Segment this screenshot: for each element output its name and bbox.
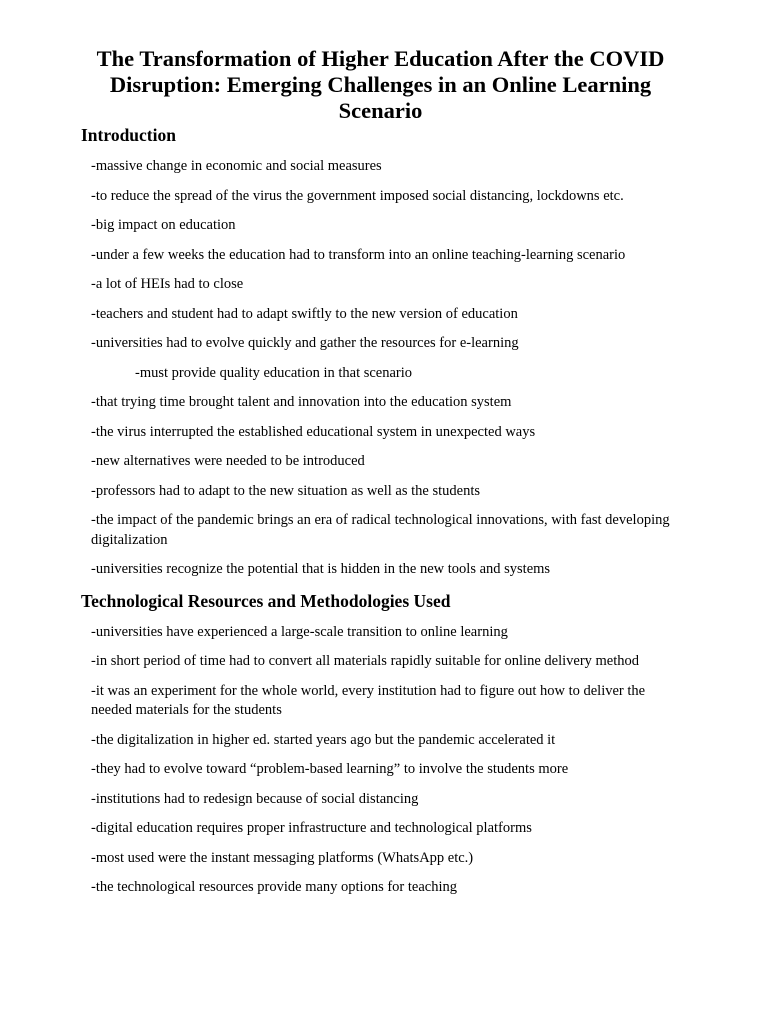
bullet-item: -digital education requires proper infrastructure and technological platforms xyxy=(91,820,532,836)
bullet-item: -to reduce the spread of the virus the government imposed social distancing, lockdowns etc. xyxy=(91,187,624,204)
bullet-item: -institutions had to redesign because of social distancing xyxy=(91,790,419,807)
bullet-item: -that trying time brought talent and innovation into the education system xyxy=(91,394,512,410)
bullet-item: -universities recognize the potential that is hidden in the new tools and systems xyxy=(91,561,551,577)
document-title: The Transformation of Higher Education After the COVID Disruption: Emerging Challenges in an Online Learning Scenario xyxy=(96,46,665,123)
bullet-item: -professors had to adapt to the new situation as well as the students xyxy=(91,482,481,499)
bullet-item: -universities had to evolve quickly and gather the resources for e-learning xyxy=(91,335,519,351)
bullet-item: -the technological resources provide many options for teaching xyxy=(91,879,458,895)
bullet-item: -teachers and student had to adapt swiftly to the new version of education xyxy=(91,305,518,322)
bullet-item: -they had to evolve toward “problem-based learning” to involve the students more xyxy=(91,761,569,777)
bullet-item: -it was an experiment for the whole world, every institution had to figure out how to deliver the needed materials for the students xyxy=(91,682,646,718)
bullet-item: -the impact of the pandemic brings an era of radical technological innovations, with fast developing digitalization xyxy=(91,512,670,548)
bullet-item: -the virus interrupted the established educational system in unexpected ways xyxy=(91,423,536,440)
bullet-item: -a lot of HEIs had to close xyxy=(91,276,244,292)
section-heading-technological-resources: Technological Resources and Methodologies Used xyxy=(81,590,451,611)
bullet-item: -under a few weeks the education had to transform into an online teaching-learning scenario xyxy=(91,246,626,263)
technology-bullet-list xyxy=(81,623,672,898)
bullet-item: -the digitalization in higher ed. started years ago but the pandemic accelerated it xyxy=(91,731,556,748)
bullet-item: -in short period of time had to convert all materials rapidly suitable for online delivery method xyxy=(91,653,640,669)
bullet-item: -universities have experienced a large-scale transition to online learning xyxy=(91,623,508,640)
bullet-item: -new alternatives were needed to be introduced xyxy=(91,453,365,469)
sub-bullet-item: -must provide quality education in that scenario xyxy=(135,364,413,381)
bullet-item: -massive change in economic and social measures xyxy=(91,158,382,174)
bullet-item: -big impact on education xyxy=(91,217,236,233)
bullet-item: -most used were the instant messaging platforms (WhatsApp etc.) xyxy=(91,849,474,866)
section-heading-introduction: Introduction xyxy=(81,125,176,145)
introduction-bullet-list xyxy=(81,157,672,580)
